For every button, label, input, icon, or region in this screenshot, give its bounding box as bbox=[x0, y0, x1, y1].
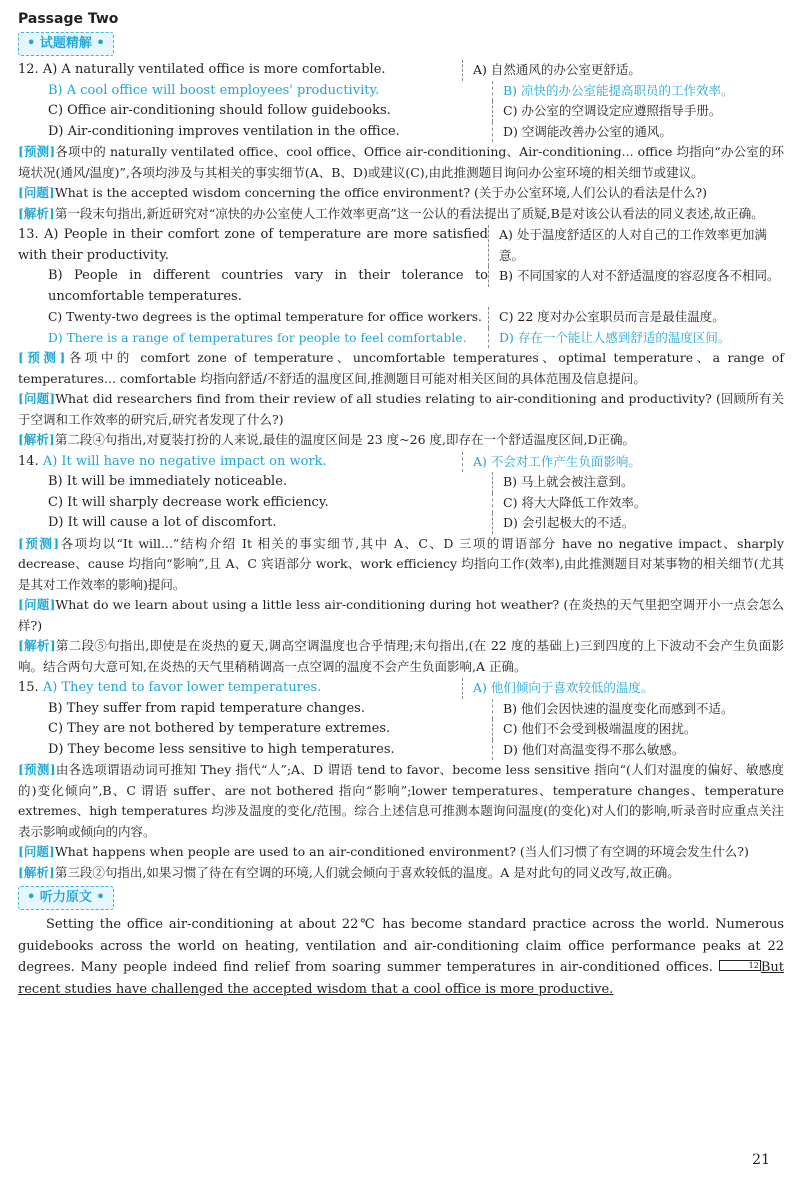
option-b-cn: B) 凉快的办公室能提高职员的工作效率。 bbox=[492, 81, 784, 102]
predict-label: [预测] bbox=[18, 144, 56, 159]
option-d-cn: D) 他们对高温变得不那么敏感。 bbox=[492, 740, 784, 761]
option-row bbox=[18, 740, 784, 761]
option-a-en: A) They tend to favor lower temperatures. bbox=[42, 680, 322, 695]
option-b-cn: B) 马上就会被注意到。 bbox=[492, 472, 784, 493]
option-a-en: A) A naturally ventilated office is more comfortable. bbox=[42, 62, 386, 77]
predict-paragraph bbox=[18, 534, 784, 596]
predict-text: 各项中的 comfort zone of temperature、uncomfortable temperatures、optimal temperature、a range of temperatures... comfortable 均指向舒适/不舒适的温度区间,推测题目可能对相关区间的具体范围及信息提问。 bbox=[18, 350, 784, 386]
option-row bbox=[18, 122, 784, 143]
analysis-label: [解析] bbox=[18, 432, 55, 447]
option-c-en: C) Office air-conditioning should follow guidebooks. bbox=[48, 103, 391, 118]
option-d-cn: D) 空调能改善办公室的通风。 bbox=[492, 122, 784, 143]
question-number: 15. bbox=[18, 680, 39, 695]
option-c-cn: C) 将大大降低工作效率。 bbox=[492, 493, 784, 514]
option-b-cn: B) 不同国家的人对不舒适温度的容忍度各不相同。 bbox=[488, 266, 784, 287]
option-row-correct bbox=[18, 81, 784, 102]
option-row bbox=[18, 493, 784, 514]
option-row bbox=[18, 101, 784, 122]
analysis-text: 第二段⑤句指出,即使是在炎热的夏天,调高空调温度也合乎情理;末句指出,(在 22 度的基础上)三到四度的上下波动不会产生负面影响。结合两句大意可知,在炎热的天气里稍稍调高一点空调的温度不会产生负面影响,A 正确。 bbox=[18, 638, 784, 674]
option-c-en: C) They are not bothered by temperature extremes. bbox=[48, 721, 391, 736]
question-13 bbox=[18, 225, 784, 451]
option-c-cn: C) 办公室的空调设定应遵照指导手册。 bbox=[492, 101, 784, 122]
page-number: 21 bbox=[752, 1152, 770, 1168]
option-row-correct bbox=[18, 452, 784, 473]
predict-text: 各项中的 naturally ventilated office、cool office、Office air-conditioning、Air-conditioning... office 均指向“办公室的环境状况(通风/温度)”,各项均涉及与其相关的事实细节(A、B、D)或建议(C),由此推测题目询问办公室环境的相关细节或建议。 bbox=[18, 144, 784, 180]
predict-label: [预测] bbox=[18, 535, 60, 551]
option-c-cn: C) 22 度对办公室职员而言是最佳温度。 bbox=[488, 307, 784, 328]
question-text: What did researchers find from their review of all studies relating to air-conditioning and productivity? (回顾所有关于空调和工作效率的研究后,研究者发现了什么?) bbox=[18, 391, 784, 427]
option-row bbox=[18, 225, 784, 266]
question-text: What do we learn about using a little less air-conditioning during hot weather? (在炎热的天气里把空调开小一点会怎么样?) bbox=[18, 597, 784, 633]
question-text: What is the accepted wisdom concerning the office environment? (关于办公室环境,人们公认的看法是什么?) bbox=[54, 185, 707, 200]
option-b-en: B) A cool office will boost employees' productivity. bbox=[48, 82, 380, 98]
option-c-en: C) It will sharply decrease work efficiency. bbox=[48, 494, 329, 510]
analysis-paragraph bbox=[18, 204, 784, 225]
analysis-label: [解析] bbox=[18, 638, 56, 653]
question-label: [问题] bbox=[18, 844, 55, 859]
predict-paragraph bbox=[18, 348, 784, 389]
analysis-label: [解析] bbox=[18, 864, 55, 880]
transcript-paragraph bbox=[18, 914, 784, 1000]
option-en bbox=[18, 225, 488, 266]
question-number: 14. bbox=[18, 453, 39, 469]
predict-label: [预测] bbox=[18, 350, 66, 365]
question-paragraph bbox=[18, 183, 784, 204]
option-row bbox=[18, 699, 784, 720]
analysis-label: [解析] bbox=[18, 205, 55, 221]
question-number: 12. bbox=[18, 62, 39, 77]
option-d-cn: D) 存在一个能让人感到舒适的温度区间。 bbox=[488, 328, 784, 349]
option-d-en: D) They become less sensitive to high temperatures. bbox=[48, 741, 395, 757]
option-a-cn: A) 他们倾向于喜欢较低的温度。 bbox=[462, 678, 784, 699]
option-en bbox=[18, 60, 462, 81]
question-text: What happens when people are used to an air-conditioned environment? (当人们习惯了有空调的环境会发生什么?) bbox=[54, 844, 749, 859]
option-a-cn: A) 处于温度舒适区的人对自己的工作效率更加满意。 bbox=[488, 225, 784, 266]
option-a-cn: A) 自然通风的办公室更舒适。 bbox=[462, 60, 784, 81]
option-b-en: B) They suffer from rapid temperature changes. bbox=[48, 700, 365, 716]
option-c-en: C) Twenty-two degrees is the optimal temperature for office workers. bbox=[48, 310, 482, 324]
predict-text: 各项均以“It will...”结构介绍 It 相关的事实细节,其中 A、C、D 三项的谓语部分 have no negative impact、sharply decrease、cause 均指向“影响”,且 A、C 宾语部分 work、work efficiency 均指向工作(效率),由此推测题目对某事物的相关细节(尤其是其对工作效率的影响)提问。 bbox=[18, 535, 784, 592]
option-d-cn: D) 会引起极大的不适。 bbox=[492, 513, 784, 534]
option-d-en: D) It will cause a lot of discomfort. bbox=[48, 515, 277, 530]
option-row-correct bbox=[18, 678, 784, 699]
section-tag-analysis: • 试题精解 • bbox=[18, 32, 114, 56]
analysis-paragraph bbox=[18, 863, 784, 884]
option-row bbox=[18, 513, 784, 534]
option-b-cn: B) 他们会因快速的温度变化而感到不适。 bbox=[492, 699, 784, 720]
predict-paragraph bbox=[18, 760, 784, 842]
question-12 bbox=[18, 60, 784, 224]
passage-title: Passage Two bbox=[18, 11, 119, 27]
option-row bbox=[18, 266, 784, 307]
option-row-correct bbox=[18, 328, 784, 349]
underlined-sentence: But recent studies have challenged the accepted wisdom that a cool office is more productive. bbox=[18, 960, 784, 997]
analysis-text: 第二段④句指出,对夏装打扮的人来说,最佳的温度区间是 23 度~26 度,即存在一个舒适温度区间,D正确。 bbox=[54, 432, 635, 447]
question-paragraph bbox=[18, 595, 784, 636]
analysis-text: 第三段②句指出,如果习惯了待在有空调的环境,人们就会倾向于喜欢较低的温度。A 是对此句的同义改写,故正确。 bbox=[54, 864, 680, 880]
section-tag-transcript: • 听力原文 • bbox=[18, 886, 114, 910]
option-d-en: D) Air-conditioning improves ventilation in the office. bbox=[48, 123, 400, 139]
question-marker: 12 bbox=[719, 960, 761, 971]
option-c-cn: C) 他们不会受到极端温度的困扰。 bbox=[492, 719, 784, 740]
question-paragraph bbox=[18, 389, 784, 430]
question-number: 13. bbox=[18, 227, 39, 242]
option-en bbox=[18, 452, 462, 473]
predict-paragraph bbox=[18, 142, 784, 183]
analysis-text: 第一段末句指出,新近研究对“凉快的办公室使人工作效率更高”这一公认的看法提出了质疑,B是对该公认看法的同义表述,故正确。 bbox=[54, 205, 764, 221]
option-a-en: A) It will have no negative impact on work. bbox=[42, 453, 327, 469]
option-row bbox=[18, 719, 784, 740]
option-a-cn: A) 不会对工作产生负面影响。 bbox=[462, 452, 784, 473]
option-en bbox=[18, 678, 462, 699]
analysis-paragraph bbox=[18, 636, 784, 677]
page bbox=[18, 8, 784, 1000]
question-label: [问题] bbox=[18, 185, 55, 200]
question-14 bbox=[18, 452, 784, 678]
analysis-paragraph bbox=[18, 430, 784, 451]
question-label: [问题] bbox=[18, 391, 56, 406]
question-15 bbox=[18, 678, 784, 883]
option-b-en: B) It will be immediately noticeable. bbox=[48, 474, 288, 489]
option-row bbox=[18, 307, 784, 328]
question-paragraph bbox=[18, 842, 784, 863]
predict-text: 由各选项谓语动词可推知 They 指代“人”;A、D 谓语 tend to favor、become less sensitive 指向“(人们对温度的偏好、敏感度的)变化倾向”,B、C 谓语 suffer、are not bothered 指向“影响”;lower temperatures、temperature changes、temperature extremes、high temperatures 均涉及温度的变化/范围。综合上述信息可推测本题询问温度(的变化)对人们的影响,听录音时应重点关注表示影响或倾向的内容。 bbox=[18, 762, 784, 839]
question-label: [问题] bbox=[18, 597, 56, 612]
option-b-en: B) People in different countries vary in their tolerance to uncomfortable temperatures. bbox=[48, 268, 488, 304]
transcript-text: Setting the office air-conditioning at about 22℃ has become standard practice across the world. Numerous guidebooks across the world on heating, ventilation and air-conditioning claim office performance peaks at 22 degrees. Many people indeed find relief from soaring summer temperatures in air-conditioned offices. bbox=[18, 917, 784, 975]
option-row bbox=[18, 472, 784, 493]
option-row bbox=[18, 60, 784, 81]
option-a-en: A) People in their comfort zone of temperature are more satisfied with their productivity. bbox=[18, 227, 488, 263]
predict-label: [预测] bbox=[18, 762, 56, 777]
option-d-en: D) There is a range of temperatures for people to feel comfortable. bbox=[48, 330, 467, 345]
